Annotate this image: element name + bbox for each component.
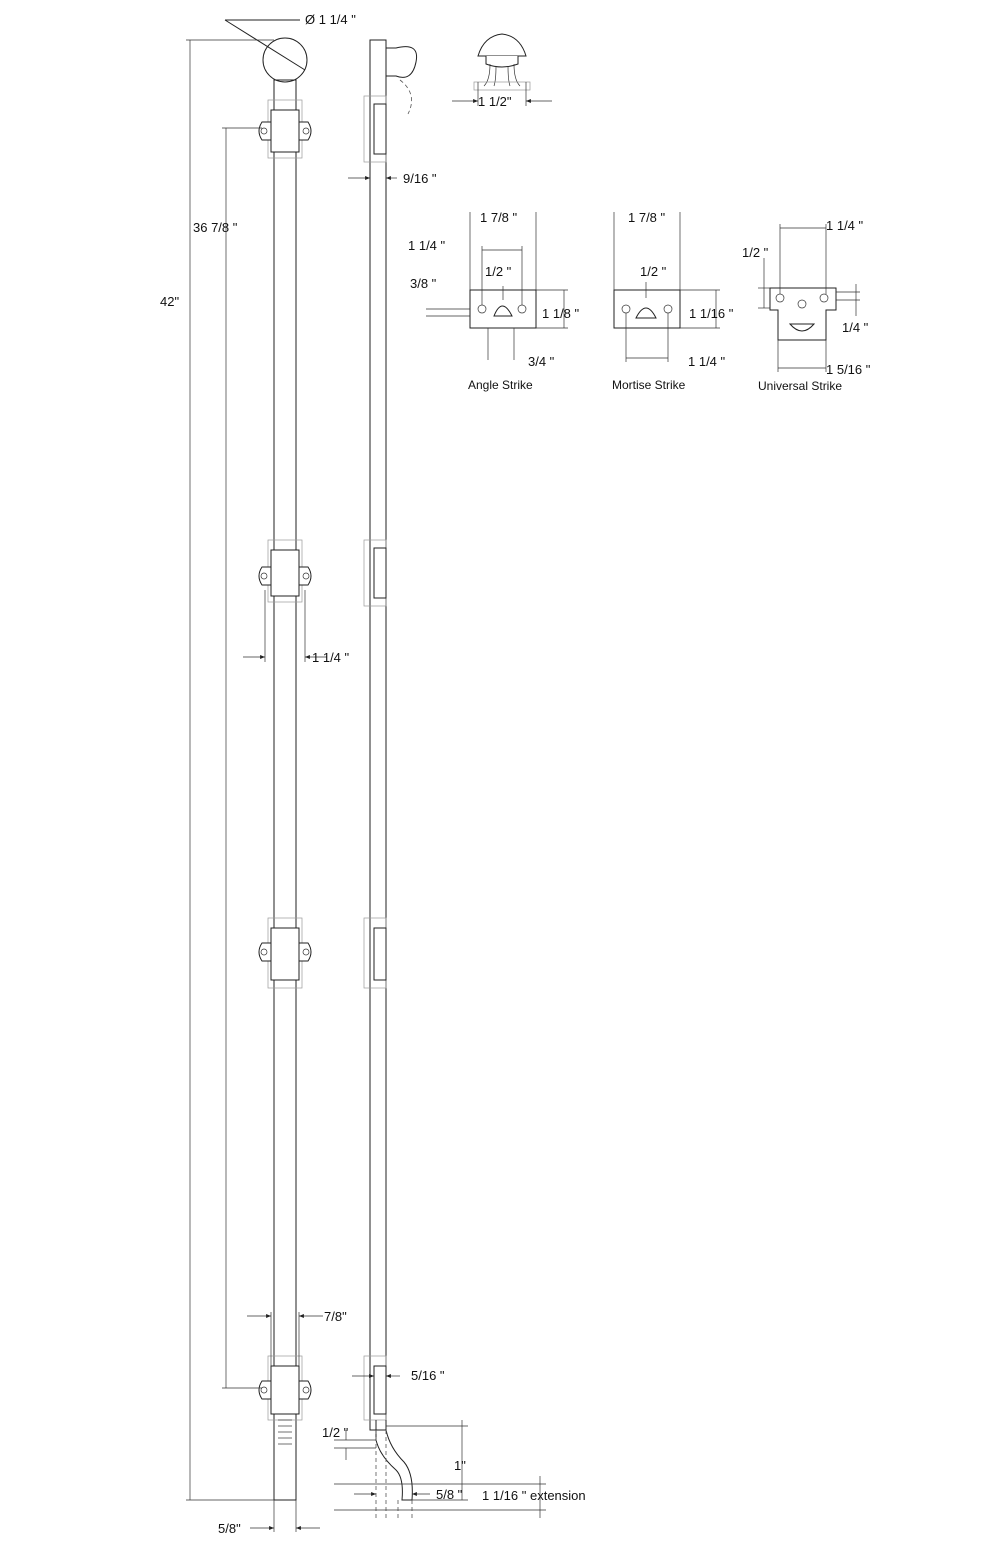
knob-diameter-label: Ø 1 1/4 " [305,12,356,27]
guide-inner-label: 7/8" [324,1309,347,1324]
angle-strike [426,212,568,360]
front-view [186,20,327,1532]
universal-bottom-width-label: 1 5/16 " [826,362,871,377]
guide-spacing-label: 36 7/8 " [193,220,238,235]
side-guide-thickness-label: 5/16 " [411,1368,445,1383]
universal-strike-caption: Universal Strike [758,379,843,393]
universal-top-label: 1/2 " [742,245,769,260]
mortise-hole-spacing-label: 1 1/4 " [688,354,726,369]
angle-width-label: 1 7/8 " [480,210,518,225]
angle-strike-caption: Angle Strike [468,378,533,392]
rod-width-label: 5/8" [218,1521,241,1536]
universal-width-label: 1 1/4 " [826,218,864,233]
bolt-offset-label: 9/16 " [403,171,437,186]
angle-center-label: 1/2 " [485,264,512,279]
guide-width-label: 1 1/4 " [312,650,350,665]
front-guide-lower-mid [259,918,311,988]
extension-label: 1 1/16 " extension [482,1488,586,1503]
front-rod [274,80,296,1500]
angle-height-label: 1 1/8 " [542,306,580,321]
angle-edge-label: 3/8 " [410,276,437,291]
overall-length-label: 42" [160,294,180,309]
mortise-strike [614,212,720,362]
bolt-bend [376,1420,412,1500]
mortise-strike-caption: Mortise Strike [612,378,686,392]
side-view [334,40,546,1520]
mortise-height-label: 1 1/16 " [689,306,734,321]
bend-height-label: 1" [454,1458,466,1473]
front-guide-top [259,100,311,158]
angle-slot-label: 3/4 " [528,354,555,369]
universal-strike [758,224,860,372]
mortise-center-label: 1/2 " [640,264,667,279]
angle-hole-spacing-label: 1 1/4 " [408,238,446,253]
mortise-width-label: 1 7/8 " [628,210,666,225]
side-plate [370,40,386,1430]
bend-offset-label: 1/2 " [322,1425,349,1440]
knob-width-label: 1 1/2" [478,94,512,109]
universal-right-label: 1/4 " [842,320,869,335]
front-guide-bottom [259,1356,311,1444]
knob-circle [263,38,307,82]
front-guide-upper-mid [259,540,311,602]
side-rod-width-label: 5/8 " [436,1487,463,1502]
